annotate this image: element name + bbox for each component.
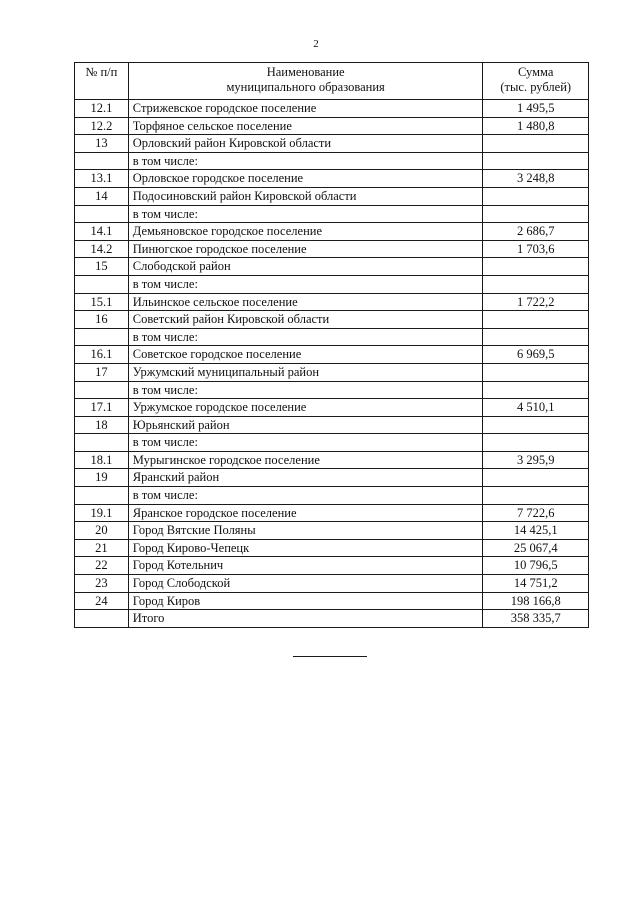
row-name: Город Котельнич [128, 557, 483, 575]
row-number: 14.1 [75, 223, 129, 241]
row-name: в том числе: [128, 434, 483, 452]
row-sum [483, 434, 589, 452]
row-name: Подосиновский район Кировской области [128, 187, 483, 205]
row-name: Юрьянский район [128, 416, 483, 434]
row-number [75, 610, 129, 628]
row-name: Мурыгинское городское поселение [128, 451, 483, 469]
table-row [75, 469, 589, 487]
row-sum [483, 381, 589, 399]
row-sum [483, 152, 589, 170]
row-number [75, 205, 129, 223]
row-name: Торфяное сельское поселение [128, 117, 483, 135]
row-name: Стрижевское городское поселение [128, 100, 483, 118]
row-number: 18 [75, 416, 129, 434]
row-sum: 25 067,4 [483, 539, 589, 557]
table-row [75, 223, 589, 241]
row-sum [483, 187, 589, 205]
row-name: Советский район Кировской области [128, 311, 483, 329]
row-sum [483, 311, 589, 329]
table-body [75, 100, 589, 628]
row-sum [483, 416, 589, 434]
row-sum [483, 275, 589, 293]
table-row [75, 293, 589, 311]
table-row [75, 399, 589, 417]
row-number: 23 [75, 575, 129, 593]
row-name: Ильинское сельское поселение [128, 293, 483, 311]
row-sum: 4 510,1 [483, 399, 589, 417]
row-name: Пинюгское городское поселение [128, 240, 483, 258]
row-sum: 1 480,8 [483, 117, 589, 135]
table-row [75, 592, 589, 610]
table-row [75, 152, 589, 170]
row-name: Советское городское поселение [128, 346, 483, 364]
table-row [75, 100, 589, 118]
row-name: в том числе: [128, 381, 483, 399]
table-row [75, 381, 589, 399]
row-sum: 1 495,5 [483, 100, 589, 118]
row-number: 14 [75, 187, 129, 205]
row-name: Орловское городское поселение [128, 170, 483, 188]
row-sum: 1 722,2 [483, 293, 589, 311]
table-row [75, 205, 589, 223]
row-sum: 14 425,1 [483, 522, 589, 540]
row-sum: 1 703,6 [483, 240, 589, 258]
header-number: № п/п [75, 63, 129, 100]
row-number [75, 434, 129, 452]
row-name: Уржумское городское поселение [128, 399, 483, 417]
row-number: 17.1 [75, 399, 129, 417]
row-name: в том числе: [128, 205, 483, 223]
row-sum [483, 135, 589, 153]
header-name-line2: муниципального образования [226, 80, 385, 94]
row-number: 17 [75, 363, 129, 381]
row-number: 15 [75, 258, 129, 276]
row-name: в том числе: [128, 152, 483, 170]
row-number [75, 328, 129, 346]
row-name: Город Слободской [128, 575, 483, 593]
allocation-table [74, 62, 589, 628]
table-row [75, 451, 589, 469]
row-number: 13.1 [75, 170, 129, 188]
row-number: 15.1 [75, 293, 129, 311]
row-number [75, 275, 129, 293]
row-sum [483, 328, 589, 346]
row-sum [483, 487, 589, 505]
row-name: в том числе: [128, 275, 483, 293]
row-name: Итого [128, 610, 483, 628]
row-number: 24 [75, 592, 129, 610]
row-number: 20 [75, 522, 129, 540]
row-name: Орловский район Кировской области [128, 135, 483, 153]
table-row [75, 522, 589, 540]
row-number [75, 152, 129, 170]
row-number: 22 [75, 557, 129, 575]
table-row [75, 575, 589, 593]
table-row [75, 328, 589, 346]
table-row [75, 610, 589, 628]
row-name: Город Киров [128, 592, 483, 610]
row-name: Город Кирово-Чепецк [128, 539, 483, 557]
table-row [75, 117, 589, 135]
table-row [75, 539, 589, 557]
row-sum [483, 363, 589, 381]
table-row [75, 557, 589, 575]
row-number [75, 381, 129, 399]
row-name: Демьяновское городское поселение [128, 223, 483, 241]
table-row [75, 504, 589, 522]
row-number: 12.1 [75, 100, 129, 118]
table-header-row [75, 63, 589, 100]
row-sum: 7 722,6 [483, 504, 589, 522]
row-number [75, 487, 129, 505]
row-sum: 198 166,8 [483, 592, 589, 610]
row-sum: 2 686,7 [483, 223, 589, 241]
end-rule [293, 656, 367, 657]
row-number: 16 [75, 311, 129, 329]
row-name: Яранский район [128, 469, 483, 487]
row-number: 19.1 [75, 504, 129, 522]
row-name: Город Вятские Поляны [128, 522, 483, 540]
header-name [128, 63, 483, 100]
row-sum: 3 248,8 [483, 170, 589, 188]
row-sum [483, 205, 589, 223]
row-sum: 3 295,9 [483, 451, 589, 469]
row-number: 18.1 [75, 451, 129, 469]
table-row [75, 258, 589, 276]
row-sum: 14 751,2 [483, 575, 589, 593]
row-number: 21 [75, 539, 129, 557]
row-name: Слободской район [128, 258, 483, 276]
table-row [75, 311, 589, 329]
row-name: Уржумский муниципальный район [128, 363, 483, 381]
row-number: 19 [75, 469, 129, 487]
row-number: 12.2 [75, 117, 129, 135]
row-name: в том числе: [128, 328, 483, 346]
header-sum-line2: (тыс. рублей) [500, 80, 572, 94]
header-sum [483, 63, 589, 100]
row-number: 13 [75, 135, 129, 153]
table-row [75, 135, 589, 153]
row-sum: 10 796,5 [483, 557, 589, 575]
table-row [75, 416, 589, 434]
table-row [75, 363, 589, 381]
table-row [75, 346, 589, 364]
table-row [75, 275, 589, 293]
row-number: 14.2 [75, 240, 129, 258]
table-row [75, 240, 589, 258]
header-sum-line1: Сумма [518, 65, 554, 79]
table-row [75, 187, 589, 205]
table-row [75, 434, 589, 452]
row-sum: 358 335,7 [483, 610, 589, 628]
row-sum [483, 469, 589, 487]
row-name: Яранское городское поселение [128, 504, 483, 522]
table-row [75, 170, 589, 188]
row-number: 16.1 [75, 346, 129, 364]
header-name-line1: Наименование [266, 65, 345, 79]
row-sum [483, 258, 589, 276]
row-name: в том числе: [128, 487, 483, 505]
page-number: 2 [313, 38, 319, 50]
row-sum: 6 969,5 [483, 346, 589, 364]
table-row [75, 487, 589, 505]
